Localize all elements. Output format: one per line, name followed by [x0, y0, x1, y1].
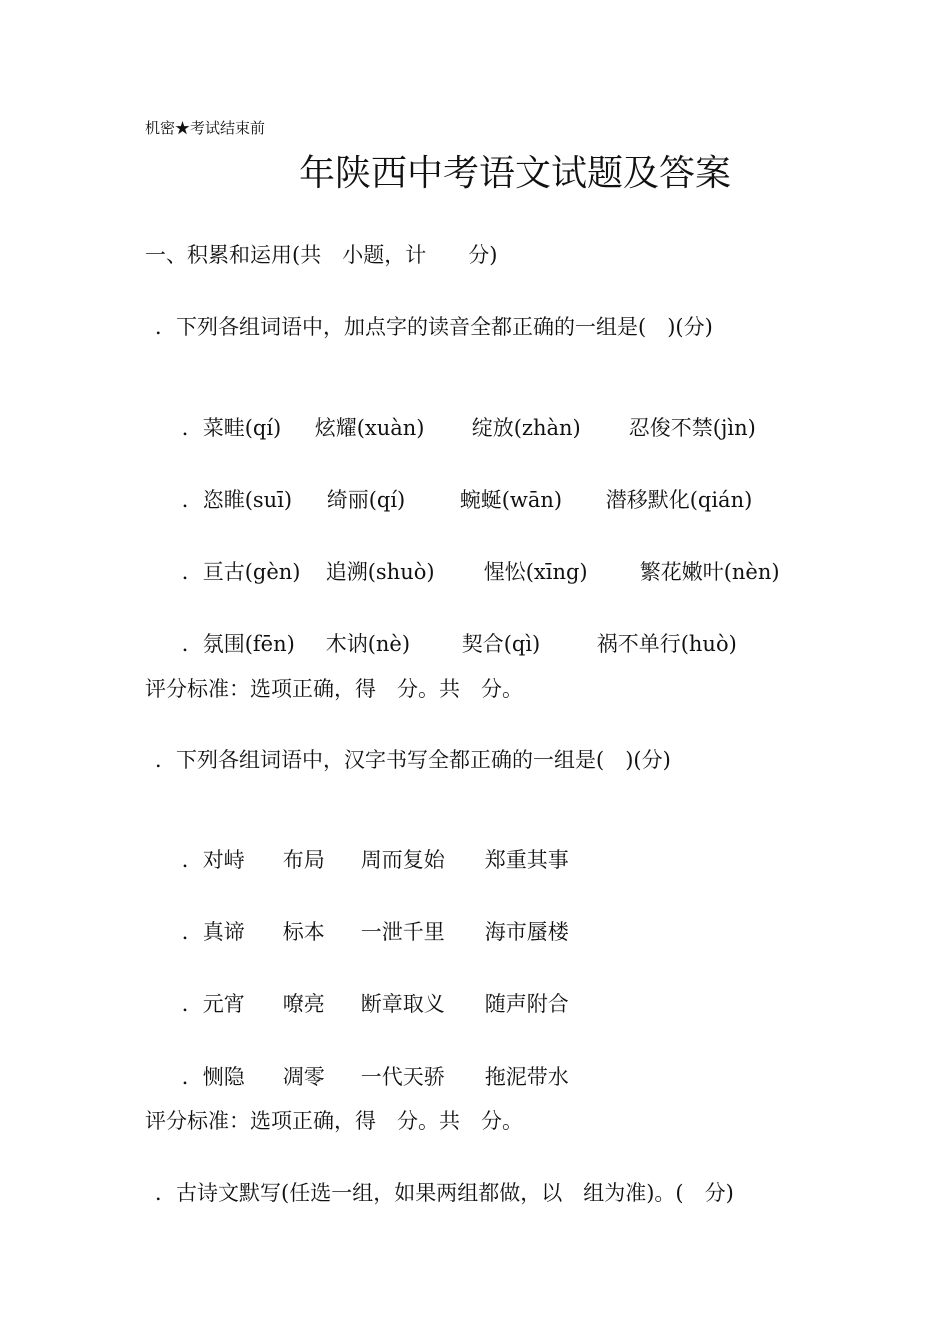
q1-d-word-4: 祸不单行(huò) — [596, 632, 737, 656]
q2-b-word-2: 标本 — [282, 920, 325, 944]
q2-d-word-3: 一代天骄 — [360, 1065, 445, 1089]
q1-a-word-3: 绽放(zhàn) — [471, 416, 581, 440]
section-heading: 一、积累和运用(共 小题，计 分) — [145, 243, 498, 267]
q2-a-word-2: 布局 — [282, 848, 325, 872]
q2-d-word-4: 拖泥带水 — [484, 1065, 569, 1089]
q2-c-word-3: 断章取义 — [360, 992, 445, 1016]
q1-option-d — [155, 602, 737, 686]
q1-b-word-2: 绮丽(qí) — [326, 488, 406, 512]
confidential-label: 机密★考试结束前 — [145, 119, 266, 137]
q1-c-word-2: 追溯(shuò) — [325, 560, 435, 584]
q1-c-word-4: 繁花嫩叶(nèn) — [639, 560, 780, 584]
q2-c-word-4: 随声附合 — [484, 992, 569, 1016]
q1-a-word-2: 炫耀(xuàn) — [314, 416, 425, 440]
q2-d-word-2: 凋零 — [282, 1065, 325, 1089]
q2-a-word-3: 周而复始 — [360, 848, 445, 872]
q1-b-word-3: 蜿蜒(wān) — [459, 488, 563, 512]
question-1-stem: ．下列各组词语中，加点字的读音全都正确的一组是( )(分) — [155, 315, 713, 339]
q1-b-word-1: ．恣睢(suī) — [181, 488, 293, 512]
q2-c-word-1: ．元宵 — [181, 992, 245, 1016]
q1-a-word-1: ．菜畦(qí) — [181, 416, 282, 440]
page-title: 年陕西中考语文试题及答案 — [298, 153, 731, 194]
q2-b-word-1: ．真谛 — [181, 920, 245, 944]
q2-a-word-4: 郑重其事 — [484, 848, 569, 872]
q1-scoring: 评分标准：选项正确，得 分。共 分。 — [145, 677, 523, 701]
q2-option-c — [155, 962, 569, 1046]
q1-c-word-1: ．亘古(gèn) — [181, 560, 301, 584]
q1-d-word-1: ．氛围(fēn) — [181, 632, 295, 656]
q2-b-word-3: 一泄千里 — [360, 920, 445, 944]
q1-d-word-3: 契合(qì) — [461, 632, 541, 656]
q1-a-word-4: 忍俊不禁(jìn) — [628, 416, 756, 440]
q2-d-word-1: ．恻隐 — [181, 1065, 245, 1089]
q2-scoring: 评分标准：选项正确，得 分。共 分。 — [145, 1109, 523, 1133]
q1-b-word-4: 潜移默化(qián) — [605, 488, 753, 512]
question-3-stem: ．古诗文默写(任选一组，如果两组都做，以 组为准)。( 分) — [155, 1181, 734, 1205]
question-2-stem: ．下列各组词语中，汉字书写全都正确的一组是( )(分) — [155, 748, 671, 772]
q1-c-word-3: 惺忪(xīng) — [483, 560, 588, 584]
q1-d-word-2: 木讷(nè) — [325, 632, 411, 656]
q2-c-word-2: 嘹亮 — [282, 992, 325, 1016]
q2-b-word-4: 海市蜃楼 — [484, 920, 569, 944]
q2-a-word-1: ．对峙 — [181, 848, 245, 872]
